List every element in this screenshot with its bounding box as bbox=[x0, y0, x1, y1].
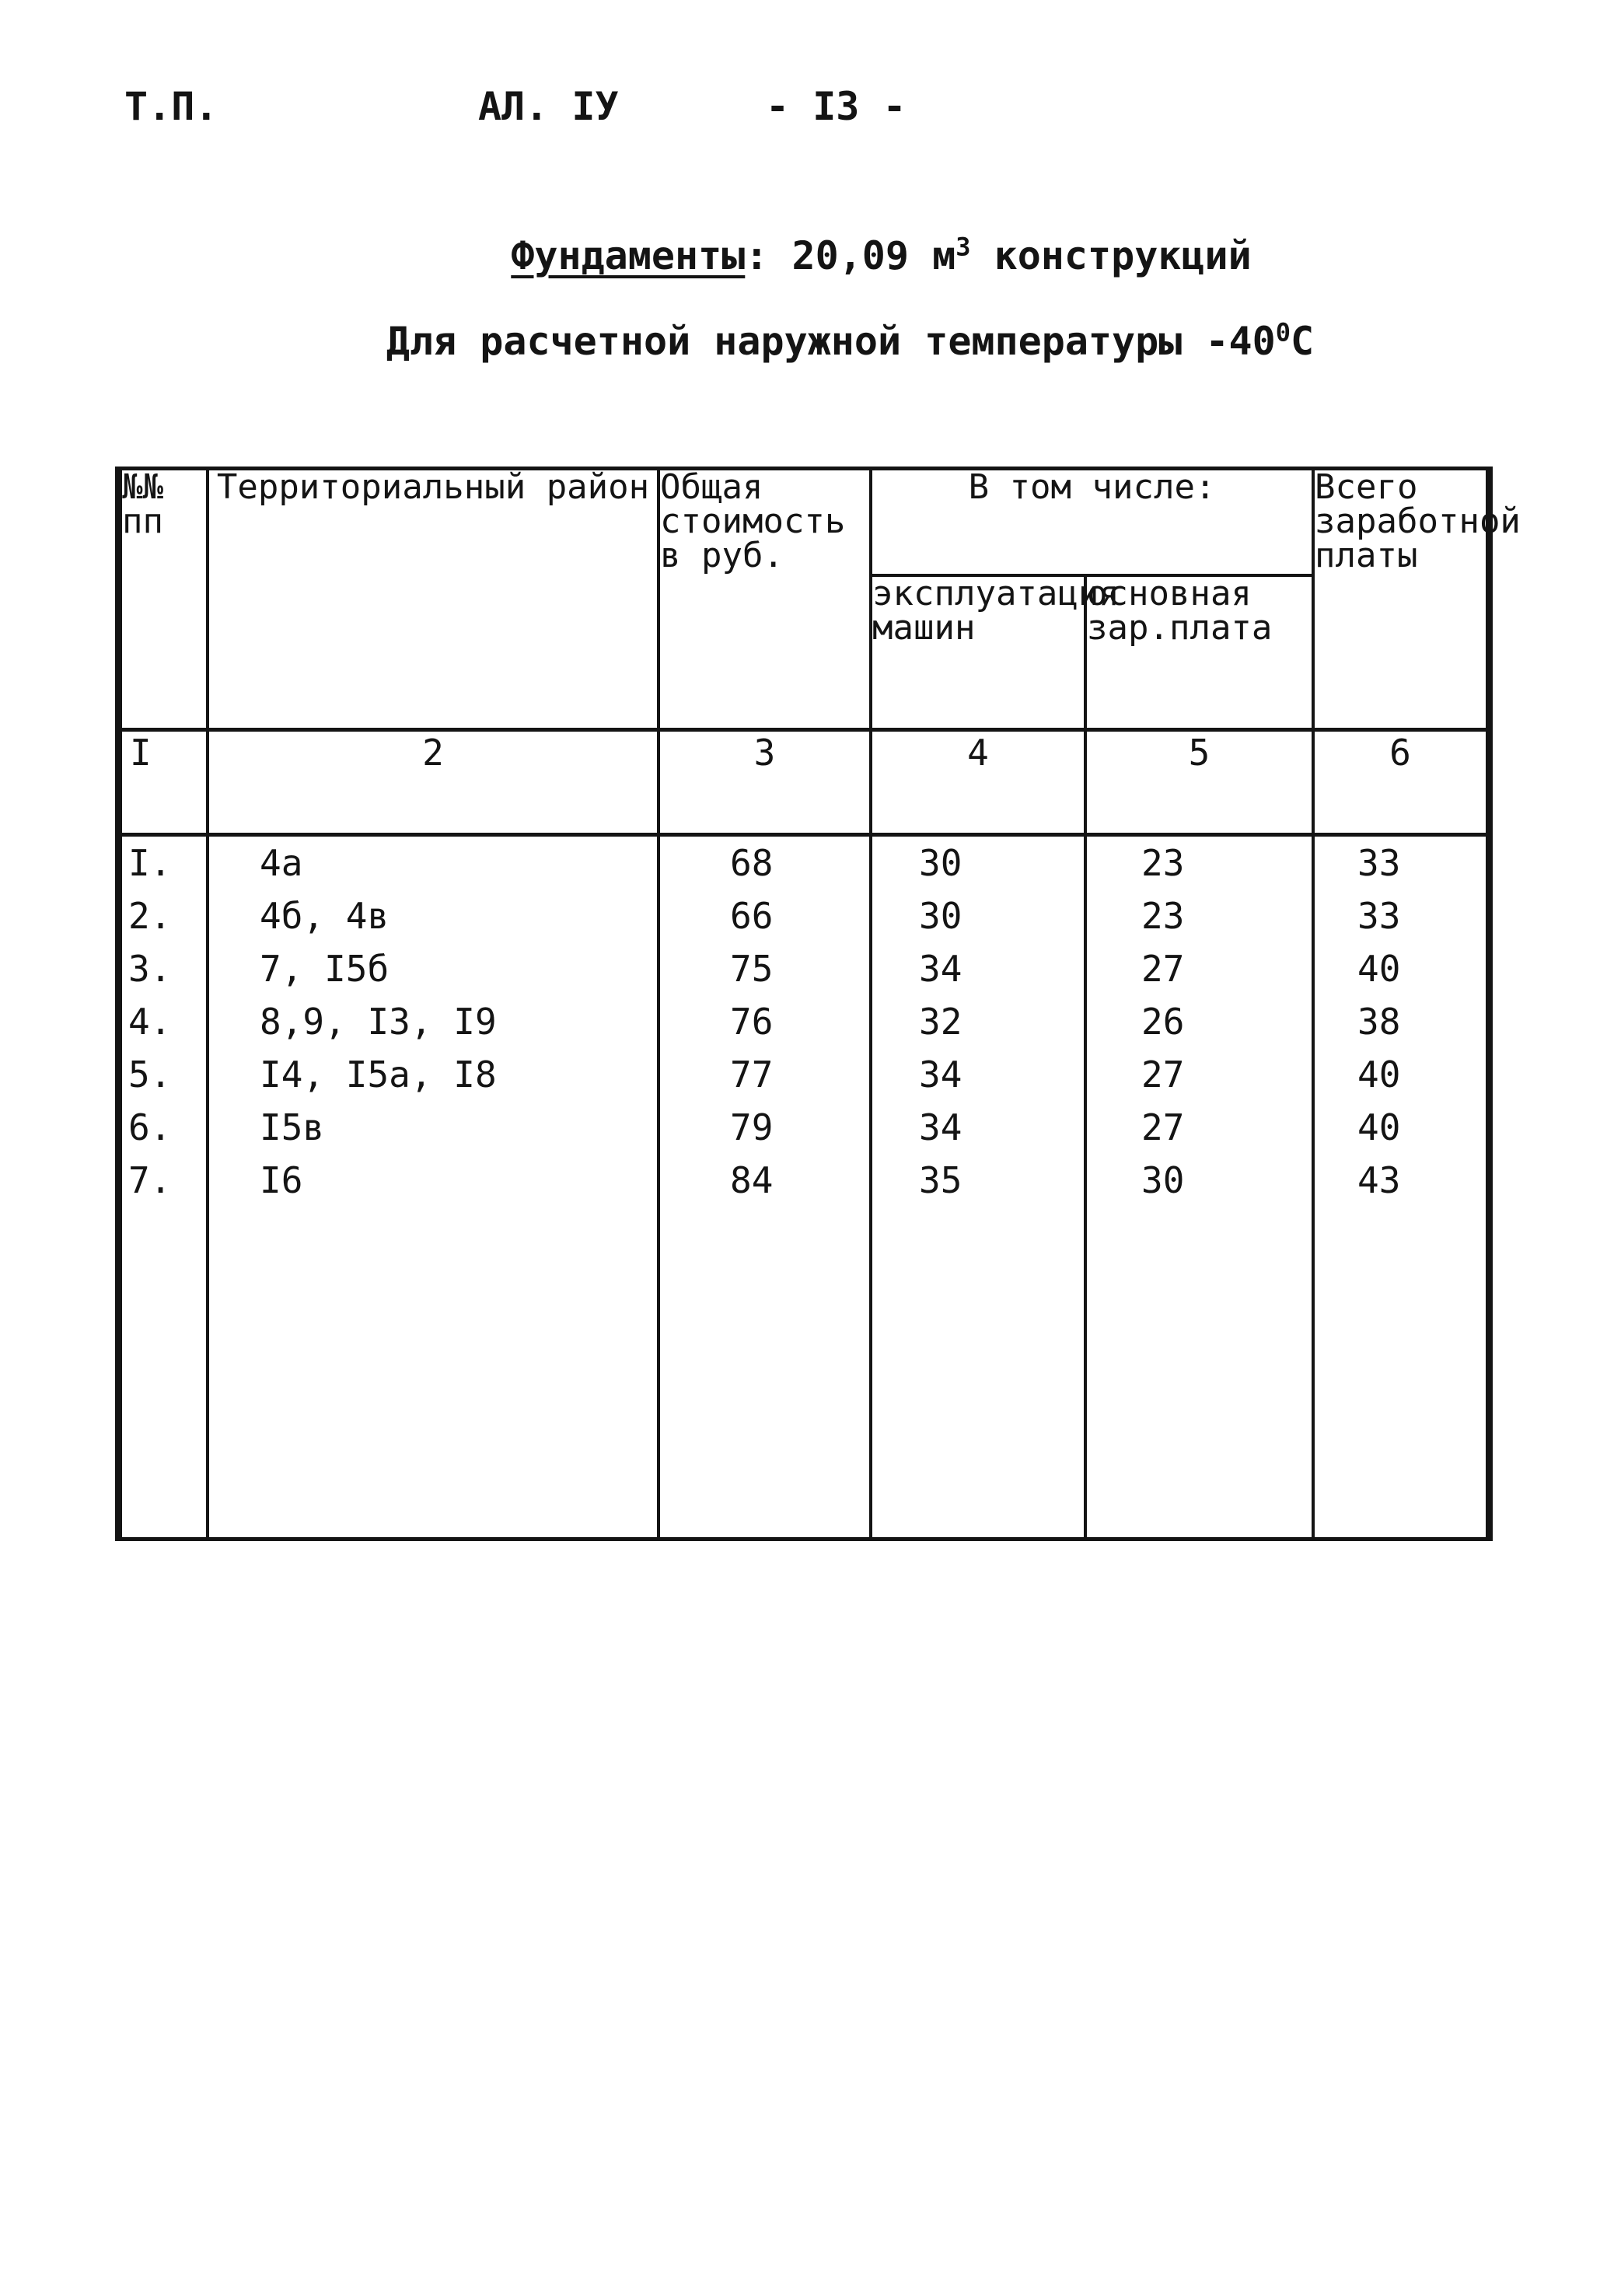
table-cell-region: 4б, 4в bbox=[260, 894, 390, 937]
column-machines bbox=[871, 834, 1085, 1537]
title-volume: : 20,09 м bbox=[745, 233, 956, 278]
column-number-row bbox=[121, 729, 1487, 834]
table-cell-machines: 30 bbox=[919, 894, 962, 937]
table-cell-total: 77 bbox=[730, 1053, 774, 1096]
table-cell-machines: 34 bbox=[919, 1053, 962, 1096]
table-cell-total: 66 bbox=[730, 894, 774, 937]
document-code: Т.П. bbox=[124, 84, 218, 129]
table-cell-no: 4. bbox=[128, 1000, 172, 1043]
table-cell-machines: 35 bbox=[919, 1158, 962, 1201]
title-superscript: 3 bbox=[955, 232, 971, 262]
table-cell-all-wages: 43 bbox=[1357, 1158, 1401, 1201]
column-number: I bbox=[121, 729, 208, 834]
table-cell-wages: 27 bbox=[1141, 947, 1185, 990]
column-number: 4 bbox=[871, 729, 1085, 834]
table-cell-machines: 34 bbox=[919, 1106, 962, 1148]
table-cell-all-wages: 33 bbox=[1357, 894, 1401, 937]
table-header-row bbox=[121, 470, 1487, 575]
page-title bbox=[78, 233, 1607, 278]
table-cell-total: 84 bbox=[730, 1158, 774, 1201]
table-cell-region: I4, I5а, I8 bbox=[260, 1053, 497, 1096]
title-suffix: конструкций bbox=[970, 233, 1252, 278]
column-no bbox=[121, 834, 208, 1537]
table-cell-wages: 30 bbox=[1141, 1158, 1185, 1201]
page-number: - I3 - bbox=[766, 84, 907, 129]
column-number: 6 bbox=[1313, 729, 1487, 834]
subtitle-degree: 0 bbox=[1275, 317, 1291, 348]
header-machines: эксплуатация машин bbox=[871, 575, 1085, 729]
table-cell-total: 76 bbox=[730, 1000, 774, 1043]
column-number: 2 bbox=[208, 729, 659, 834]
album-number: АЛ. IУ bbox=[478, 84, 619, 129]
header-all-wages: Всего заработной платы bbox=[1313, 470, 1487, 729]
column-number: 3 bbox=[659, 729, 871, 834]
table-cell-wages: 23 bbox=[1141, 894, 1185, 937]
column-wages bbox=[1085, 834, 1313, 1537]
column-all-wages bbox=[1313, 834, 1487, 1537]
subtitle-text: Для расчетной наружной температуры -40 bbox=[386, 319, 1276, 364]
table-cell-total: 68 bbox=[730, 841, 774, 884]
header-no: №№ пп bbox=[121, 470, 208, 729]
table-cell-region: 7, I5б bbox=[260, 947, 390, 990]
header-region: Территориальный район bbox=[208, 470, 659, 729]
table-cell-no: 5. bbox=[128, 1053, 172, 1096]
cost-table bbox=[119, 467, 1521, 1537]
header-total-cost: Общая стоимость в руб. bbox=[659, 470, 871, 729]
column-total bbox=[659, 834, 871, 1537]
table-cell-machines: 30 bbox=[919, 841, 962, 884]
table-cell-region: I5в bbox=[260, 1106, 325, 1148]
table-cell-machines: 32 bbox=[919, 1000, 962, 1043]
table-cell-wages: 27 bbox=[1141, 1106, 1185, 1148]
table-cell-region: 8,9, I3, I9 bbox=[260, 1000, 497, 1043]
table-cell-wages: 27 bbox=[1141, 1053, 1185, 1096]
table-cell-all-wages: 38 bbox=[1357, 1000, 1401, 1043]
table-cell-total: 79 bbox=[730, 1106, 774, 1148]
subtitle-unit: С bbox=[1291, 319, 1315, 364]
table-cell-all-wages: 40 bbox=[1357, 1053, 1401, 1096]
page-subtitle bbox=[47, 319, 1607, 364]
table-cell-no: 6. bbox=[128, 1106, 172, 1148]
page-header bbox=[0, 84, 1607, 146]
table-cell-wages: 26 bbox=[1141, 1000, 1185, 1043]
table-cell-total: 75 bbox=[730, 947, 774, 990]
table-cell-no: I. bbox=[128, 841, 172, 884]
table-cell-machines: 34 bbox=[919, 947, 962, 990]
column-number: 5 bbox=[1085, 729, 1313, 834]
table-cell-wages: 23 bbox=[1141, 841, 1185, 884]
title-label: Фундаменты bbox=[511, 233, 746, 278]
cost-table-frame bbox=[115, 467, 1521, 1541]
table-cell-no: 2. bbox=[128, 894, 172, 937]
header-wages: основная зар.плата bbox=[1085, 575, 1313, 729]
table-cell-no: 3. bbox=[128, 947, 172, 990]
table-body-row bbox=[121, 834, 1487, 1537]
header-including: В том числе: bbox=[871, 470, 1313, 575]
column-region bbox=[208, 834, 659, 1537]
table-cell-no: 7. bbox=[128, 1158, 172, 1201]
table-cell-all-wages: 40 bbox=[1357, 947, 1401, 990]
table-cell-all-wages: 40 bbox=[1357, 1106, 1401, 1148]
table-cell-all-wages: 33 bbox=[1357, 841, 1401, 884]
table-cell-region: 4а bbox=[260, 841, 303, 884]
table-cell-region: I6 bbox=[260, 1158, 303, 1201]
